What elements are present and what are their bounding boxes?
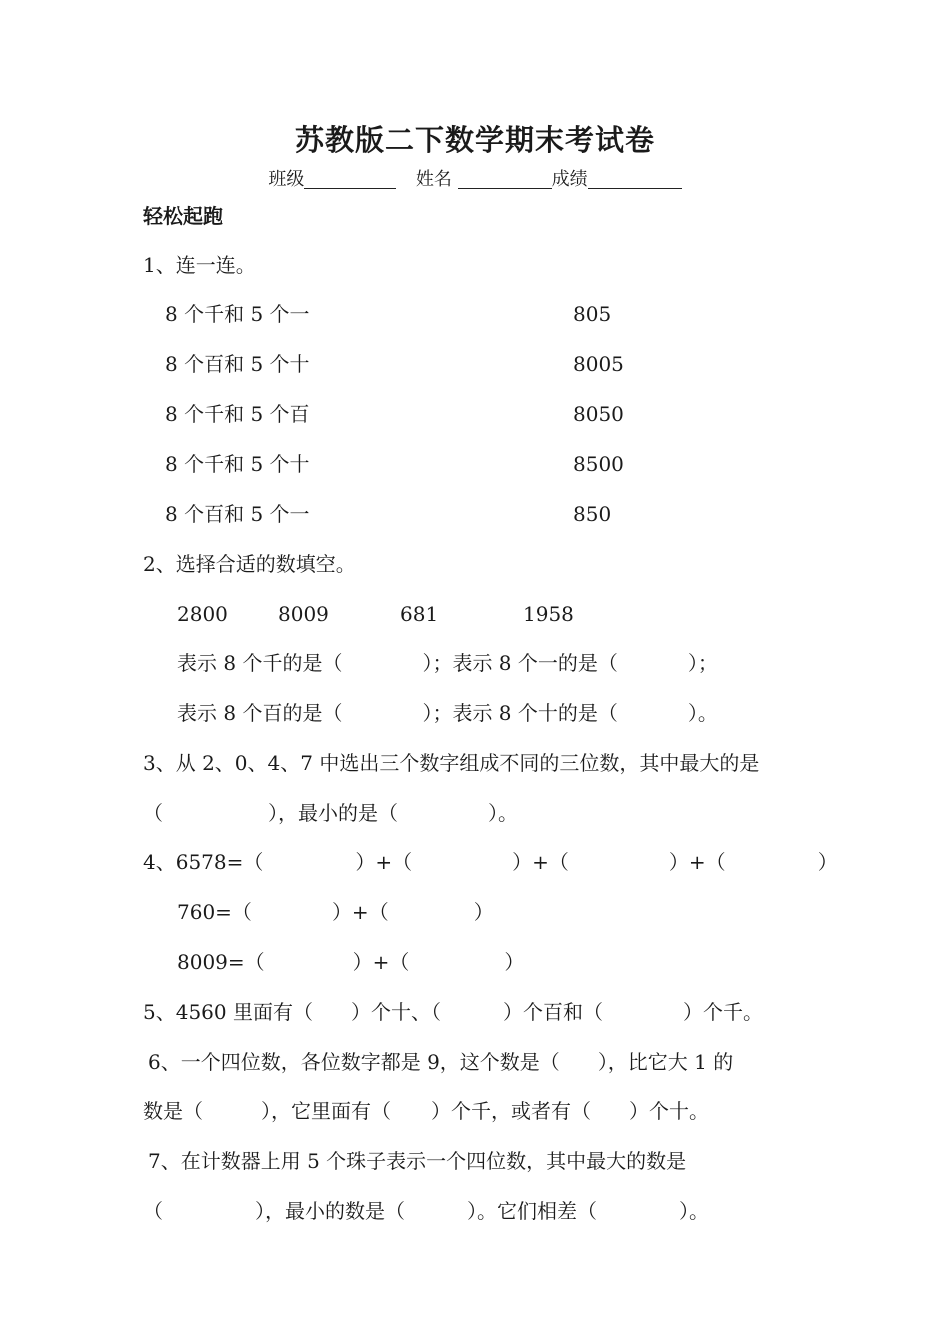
q4-b-plus: ）+（ — [331, 900, 389, 924]
q4-a-plus: ）+（ — [668, 850, 726, 874]
q1-right-item[interactable]: 8005 — [573, 352, 624, 376]
q4-line-a — [143, 848, 838, 876]
section-heading: 轻松起跑 — [143, 204, 223, 228]
q3-open: （ — [143, 801, 163, 825]
q2-line-b — [177, 699, 718, 727]
q5-lead: 5、4560 里面有（ — [143, 1000, 313, 1024]
q4-a-plus: ）+（ — [512, 850, 569, 874]
q7-end: ）。 — [679, 1199, 709, 1223]
q6-l2-end: ）个十。 — [629, 1099, 709, 1123]
q4-c-plus: ）+（ — [352, 950, 410, 974]
q2-b-left: 表示 8 个百的是（ — [177, 701, 343, 725]
q1-right-item[interactable]: 8050 — [573, 402, 624, 426]
q2-a-left: 表示 8 个千的是（ — [177, 651, 343, 675]
class-label: 班级 — [268, 169, 305, 190]
q3-mid: ），最小的是（ — [268, 801, 398, 825]
q7-open: （ — [143, 1199, 163, 1223]
score-blank[interactable] — [588, 170, 682, 189]
score-label: 成绩 — [551, 169, 588, 190]
q6-lead: 6、一个四位数，各位数字都是 9，这个数是（ — [148, 1050, 560, 1074]
q3-line-2 — [143, 799, 518, 827]
q7-p1: ），最小的数是（ — [255, 1199, 405, 1223]
q4-line-b — [177, 898, 494, 926]
name-label: 姓名 — [415, 169, 452, 190]
q6-mid: ），比它大 1 的 — [597, 1050, 734, 1074]
q3-line-1: 3、从 2、0、4、7 中选出三个数字组成不同的三位数，其中最大的是 — [143, 751, 760, 775]
q6-line-1 — [148, 1048, 733, 1076]
q1-right-item[interactable]: 850 — [573, 502, 612, 526]
q2-b-mid: ）；表示 8 个十的是（ — [422, 701, 618, 725]
q3-end: ）。 — [488, 801, 518, 825]
q6-l2-lead: 数是（ — [143, 1099, 203, 1123]
q5-line — [143, 998, 763, 1026]
q4-c-lead: 8009=（ — [177, 950, 265, 974]
q1-left-item[interactable]: 8 个百和 5 个十 — [165, 352, 310, 376]
q2-number: 8009 — [278, 602, 329, 626]
q4-b-lead: 760=（ — [177, 900, 252, 924]
page-title: 苏教版二下数学期末考试卷 — [294, 123, 655, 157]
q5-p1: ）个十、（ — [350, 1000, 441, 1024]
q1-left-item[interactable]: 8 个千和 5 个一 — [165, 302, 310, 326]
q2-a-mid: ）；表示 8 个一的是（ — [422, 651, 618, 675]
q1-right-item[interactable]: 805 — [573, 302, 612, 326]
q2-number: 1958 — [523, 602, 574, 626]
q4-line-c — [177, 948, 524, 976]
q2-number: 681 — [400, 602, 439, 626]
q7-line-1: 7、在计数器上用 5 个珠子表示一个四位数，其中最大的数是 — [148, 1149, 687, 1173]
q2-line-a — [177, 649, 718, 677]
q2-number: 2800 — [177, 602, 228, 626]
q4-c-end: ） — [504, 950, 525, 974]
q5-end: ）个千。 — [682, 1000, 763, 1024]
q6-l2-p2: ）个千，或者有（ — [431, 1099, 591, 1123]
q4-a-end: ） — [817, 850, 838, 874]
q4-b-end: ） — [473, 900, 494, 924]
name-blank[interactable] — [458, 170, 552, 189]
q4-a-lead: 4、6578=（ — [143, 850, 264, 874]
q7-line-2 — [143, 1197, 709, 1225]
q2-prompt: 2、选择合适的数填空。 — [143, 552, 356, 576]
student-info-row — [0, 165, 950, 191]
q2-a-end: ）； — [687, 651, 718, 675]
q6-line-2 — [143, 1097, 709, 1125]
q5-p2: ）个百和（ — [502, 1000, 603, 1024]
q1-right-item[interactable]: 8500 — [573, 452, 624, 476]
q1-left-item[interactable]: 8 个千和 5 个十 — [165, 452, 310, 476]
q1-left-item[interactable]: 8 个百和 5 个一 — [165, 502, 310, 526]
class-blank[interactable] — [304, 170, 396, 189]
q1-left-item[interactable]: 8 个千和 5 个百 — [165, 402, 310, 426]
q7-p2: ）。它们相差（ — [467, 1199, 597, 1223]
q1-prompt: 1、连一连。 — [143, 253, 256, 277]
q6-l2-p1: ），它里面有（ — [261, 1099, 391, 1123]
q2-b-end: ）。 — [687, 701, 718, 725]
q4-a-plus: ）+（ — [355, 850, 413, 874]
